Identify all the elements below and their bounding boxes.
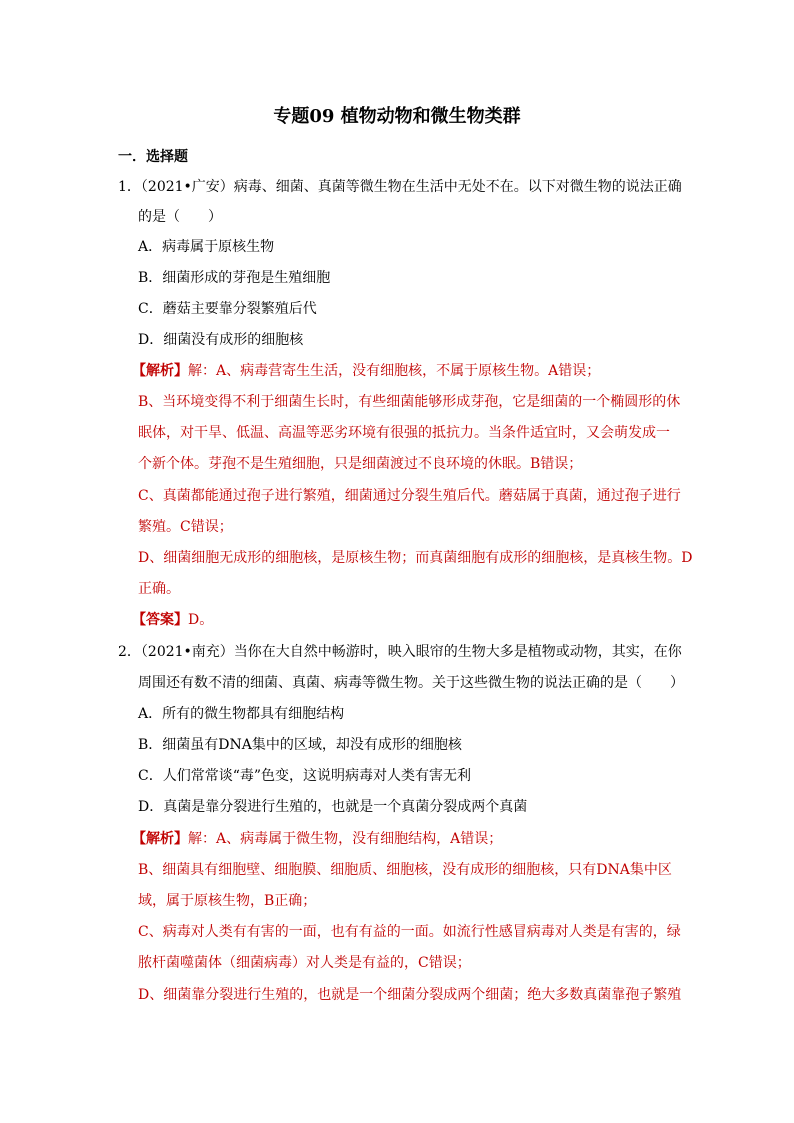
answer-label: 【答案】 bbox=[132, 612, 188, 628]
question-2-option-c: C．人们常常谈“毒”色变，这说明病毒对人类有害无利 bbox=[138, 768, 472, 784]
page-title: 专题09 植物动物和微生物类群 bbox=[273, 106, 521, 127]
question-2-analysis-line1 bbox=[132, 829, 502, 849]
question-2-option-d: D．真菌是靠分裂进行生殖的，也就是一个真菌分裂成两个真菌 bbox=[138, 799, 528, 815]
question-1-option-a: A．病毒属于原核生物 bbox=[138, 239, 275, 255]
question-1-analysis-line3: 眠体，对干旱、低温、高温等恶劣环境有很强的抵抗力。当条件适宜时，又会萌发成一 bbox=[138, 425, 670, 441]
question-2-analysis-line5: 脓杆菌噬菌体（细菌病毒）对人类是有益的，C错误； bbox=[138, 955, 471, 971]
question-1-analysis-line4: 个新个体。芽孢不是生殖细胞，只是细菌渡过不良环境的休眠。B错误； bbox=[138, 456, 583, 472]
question-1-analysis-line8: 正确。 bbox=[138, 581, 180, 597]
question-2-analysis-line6: D、细菌靠分裂进行生殖的，也就是一个细菌分裂成两个细菌；绝大多数真菌靠孢子繁殖 bbox=[138, 987, 682, 1003]
question-1-stem-line1: 1．（2021•广安）病毒、细菌、真菌等微生物在生活中无处不在。以下对微生物的说法正确 bbox=[118, 179, 682, 195]
question-2-stem-line1: 2．（2021•南充）当你在大自然中畅游时，映入眼帘的生物大多是植物或动物，其实，在你 bbox=[118, 644, 682, 660]
question-2-analysis-line2: B、细菌具有细胞壁、细胞膜、细胞质、细胞核，没有成形的细胞核，只有DNA集中区 bbox=[138, 862, 672, 878]
question-2-analysis-line3: 域，属于原核生物，B正确； bbox=[138, 893, 317, 909]
question-1-analysis-line1 bbox=[132, 361, 600, 381]
analysis-text: 解：A、病毒营寄生生活，没有细胞核，不属于原核生物。A错误； bbox=[188, 363, 601, 379]
question-1-answer bbox=[132, 610, 213, 630]
question-1-analysis-line6: 繁殖。C错误； bbox=[138, 519, 233, 535]
section-heading: 一．选择题 bbox=[118, 149, 188, 165]
question-1-option-b: B．细菌形成的芽孢是生殖细胞 bbox=[138, 270, 331, 286]
question-1-analysis-line2: B、当环境变得不利于细菌生长时，有些细菌能够形成芽孢，它是细菌的一个椭圆形的休 bbox=[138, 394, 681, 410]
question-2-option-b: B．细菌虽有DNA集中的区域，却没有成形的细胞核 bbox=[138, 737, 462, 753]
analysis-label: 【解析】 bbox=[132, 831, 188, 847]
analysis-label: 【解析】 bbox=[132, 363, 188, 379]
question-1-stem-line2: 的是（ ） bbox=[138, 209, 222, 225]
question-1-option-c: C．蘑菇主要靠分裂繁殖后代 bbox=[138, 301, 317, 317]
question-2-stem-line2: 周围还有数不清的细菌、真菌、病毒等微生物。关于这些微生物的说法正确的是（ ） bbox=[138, 675, 684, 691]
question-2-analysis-line4: C、病毒对人类有有害的一面，也有有益的一面。如流行性感冒病毒对人类是有害的，绿 bbox=[138, 924, 681, 940]
question-2-option-a: A．所有的微生物都具有细胞结构 bbox=[138, 706, 345, 722]
analysis-text: 解：A、病毒属于微生物，没有细胞结构，A错误； bbox=[188, 831, 503, 847]
answer-value: D。 bbox=[188, 612, 214, 628]
question-1-analysis-line5: C、真菌都能通过孢子进行繁殖，细菌通过分裂生殖后代。蘑菇属于真菌，通过孢子进行 bbox=[138, 488, 681, 504]
question-1-analysis-line7: D、细菌细胞无成形的细胞核，是原核生物；而真菌细胞有成形的细胞核，是真核生物。D bbox=[138, 550, 693, 566]
question-1-option-d: D．细菌没有成形的细胞核 bbox=[138, 332, 304, 348]
